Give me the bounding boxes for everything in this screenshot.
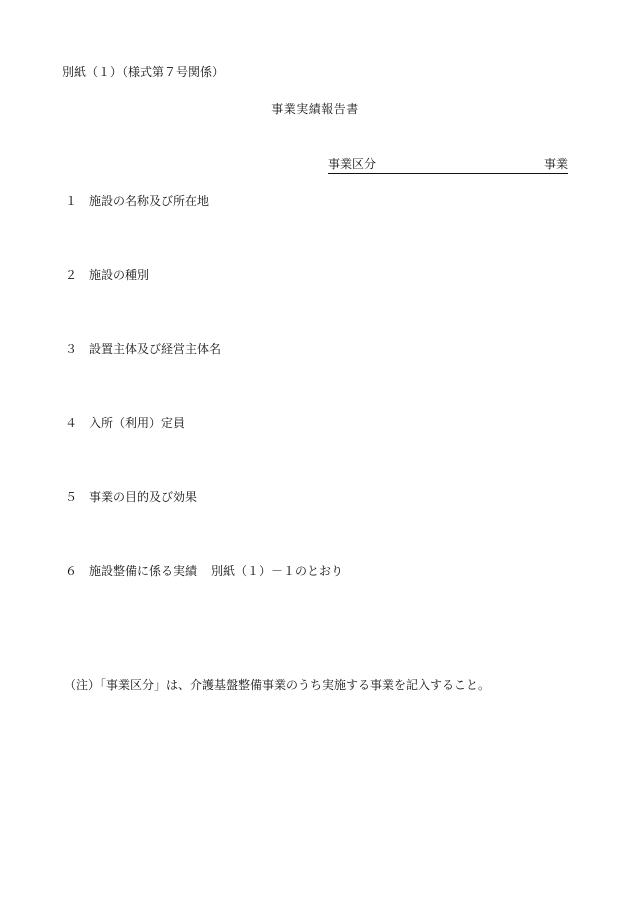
item-purpose-effect [65, 489, 197, 505]
item-text: 入所（利用）定員 [89, 416, 186, 430]
item-reference: 別紙（１）－１のとおり [211, 564, 344, 578]
item-number: ３ [65, 342, 78, 356]
item-construction-results [65, 563, 343, 579]
item-text: 事業の目的及び効果 [89, 490, 198, 504]
item-capacity [65, 415, 185, 431]
item-text: 施設の名称及び所在地 [89, 194, 210, 208]
item-number: １ [65, 194, 78, 208]
footnote: （注）「事業区分」は、介護基盤整備事業のうち実施する事業を記入すること。 [64, 678, 491, 692]
item-operator-name [65, 341, 221, 357]
appendix-label: 別紙（１）（様式第７号関係） [62, 65, 225, 79]
document-title: 事業実績報告書 [271, 102, 359, 116]
item-number: ６ [65, 564, 78, 578]
item-facility-name-address [65, 193, 209, 209]
item-text: 施設整備に係る実績 [89, 564, 198, 578]
item-number: ５ [65, 490, 78, 504]
item-facility-type [65, 267, 149, 283]
item-text: 設置主体及び経営主体名 [89, 342, 222, 356]
category-suffix: 事業 [543, 157, 568, 171]
item-text: 施設の種別 [89, 268, 150, 282]
item-number: ２ [65, 268, 78, 282]
item-number: ４ [65, 416, 78, 430]
category-label: 事業区分 [328, 157, 377, 171]
category-field [328, 156, 568, 174]
